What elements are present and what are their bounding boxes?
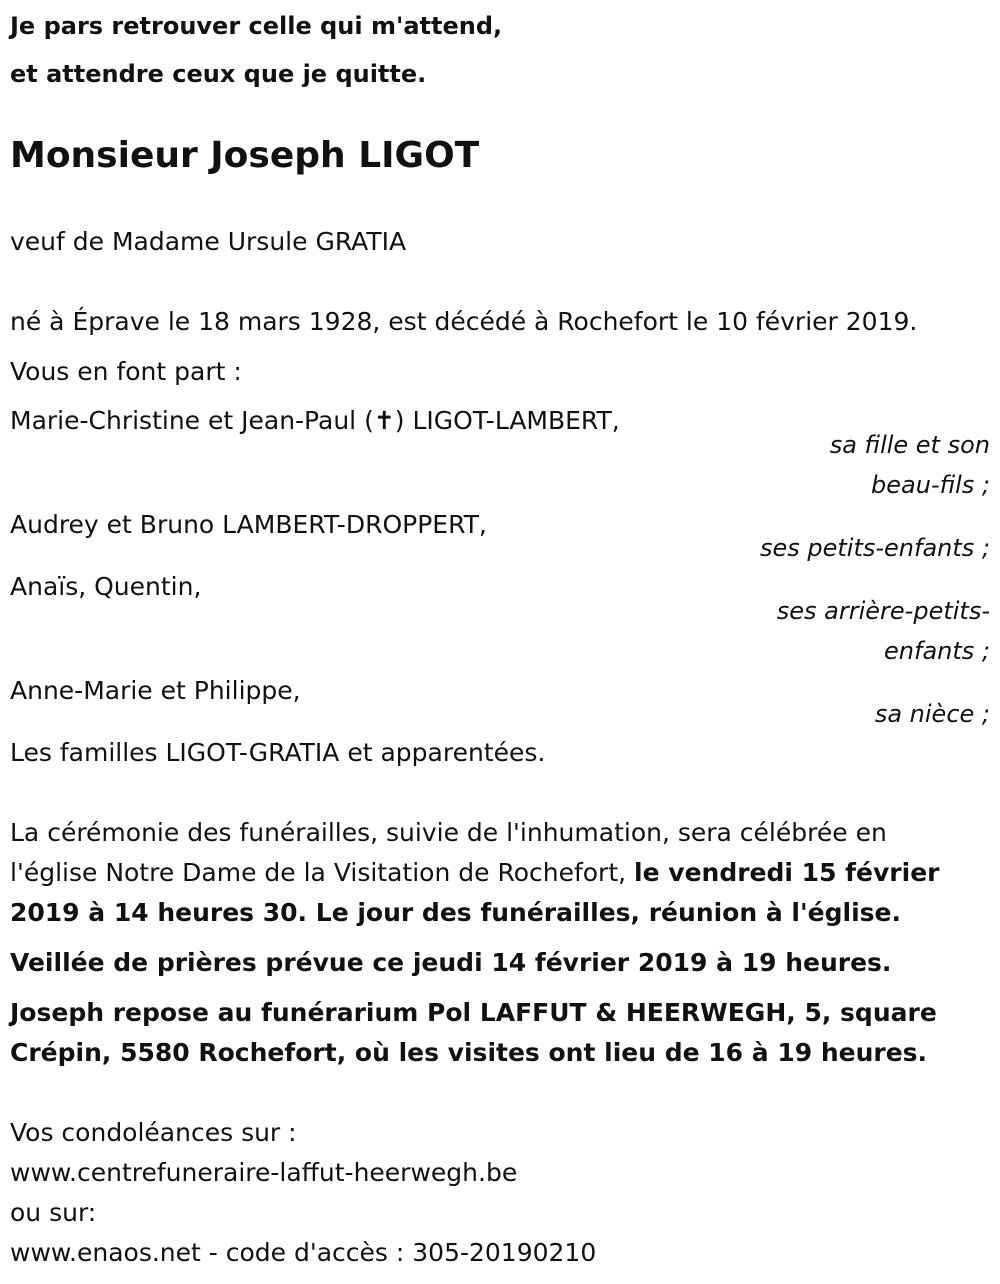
- announcer-relation-cont: enfants ;: [884, 637, 990, 665]
- ceremony-line-2: [10, 857, 939, 889]
- ceremony-line-1: La cérémonie des funérailles, suivie de l'inhumation, sera célébrée en: [10, 818, 887, 847]
- vigil-line: Veillée de prières prévue ce jeudi 14 février 2019 à 19 heures.: [10, 948, 892, 977]
- birth-death-line: né à Éprave le 18 mars 1928, est décédé à Rochefort le 10 février 2019.: [10, 307, 918, 336]
- deceased-name: Monsieur Joseph LIGOT: [10, 135, 480, 176]
- ceremony-line-3: 2019 à 14 heures 30. Le jour des funérailles, réunion à l'église.: [10, 898, 901, 927]
- condolences-intro: Vos condoléances sur :: [10, 1118, 297, 1147]
- condolences-url-1[interactable]: www.centrefuneraire-laffut-heerwegh.be: [10, 1158, 518, 1187]
- announcers-intro: Vous en font part :: [10, 357, 242, 386]
- announcer-relation-cont: beau-fils ;: [871, 471, 990, 499]
- condolences-url-2[interactable]: www.enaos.net - code d'accès : 305-20190210: [10, 1238, 597, 1267]
- announcer-names: Anne-Marie et Philippe,: [10, 676, 301, 705]
- epigraph-line-1: Je pars retrouver celle qui m'attend,: [10, 12, 503, 40]
- announcer-names: Marie-Christine et Jean-Paul (✝) LIGOT-LAMBERT,: [10, 406, 620, 435]
- families-line: Les familles LIGOT-GRATIA et apparentées.: [10, 738, 546, 767]
- ceremony-location: l'église Notre Dame de la Visitation de Rochefort,: [10, 858, 635, 887]
- announcer-names: Audrey et Bruno LAMBERT-DROPPERT,: [10, 510, 487, 539]
- epigraph-line-2: et attendre ceux que je quitte.: [10, 60, 427, 88]
- announcer-relation: sa nièce ;: [874, 700, 990, 728]
- announcer-relation: ses arrière-petits-: [776, 597, 990, 625]
- resting-line-1: Joseph repose au funérarium Pol LAFFUT & HEERWEGH, 5, square: [10, 998, 937, 1027]
- ceremony-date: le vendredi 15 février: [634, 858, 940, 887]
- announcer-names: Anaïs, Quentin,: [10, 572, 202, 601]
- spouse-line: veuf de Madame Ursule GRATIA: [10, 227, 407, 256]
- announcer-relation: sa fille et son: [829, 431, 990, 459]
- announcer-relation: ses petits-enfants ;: [759, 534, 990, 562]
- condolences-or: ou sur:: [10, 1198, 97, 1227]
- resting-line-2: Crépin, 5580 Rochefort, où les visites ont lieu de 16 à 19 heures.: [10, 1038, 928, 1067]
